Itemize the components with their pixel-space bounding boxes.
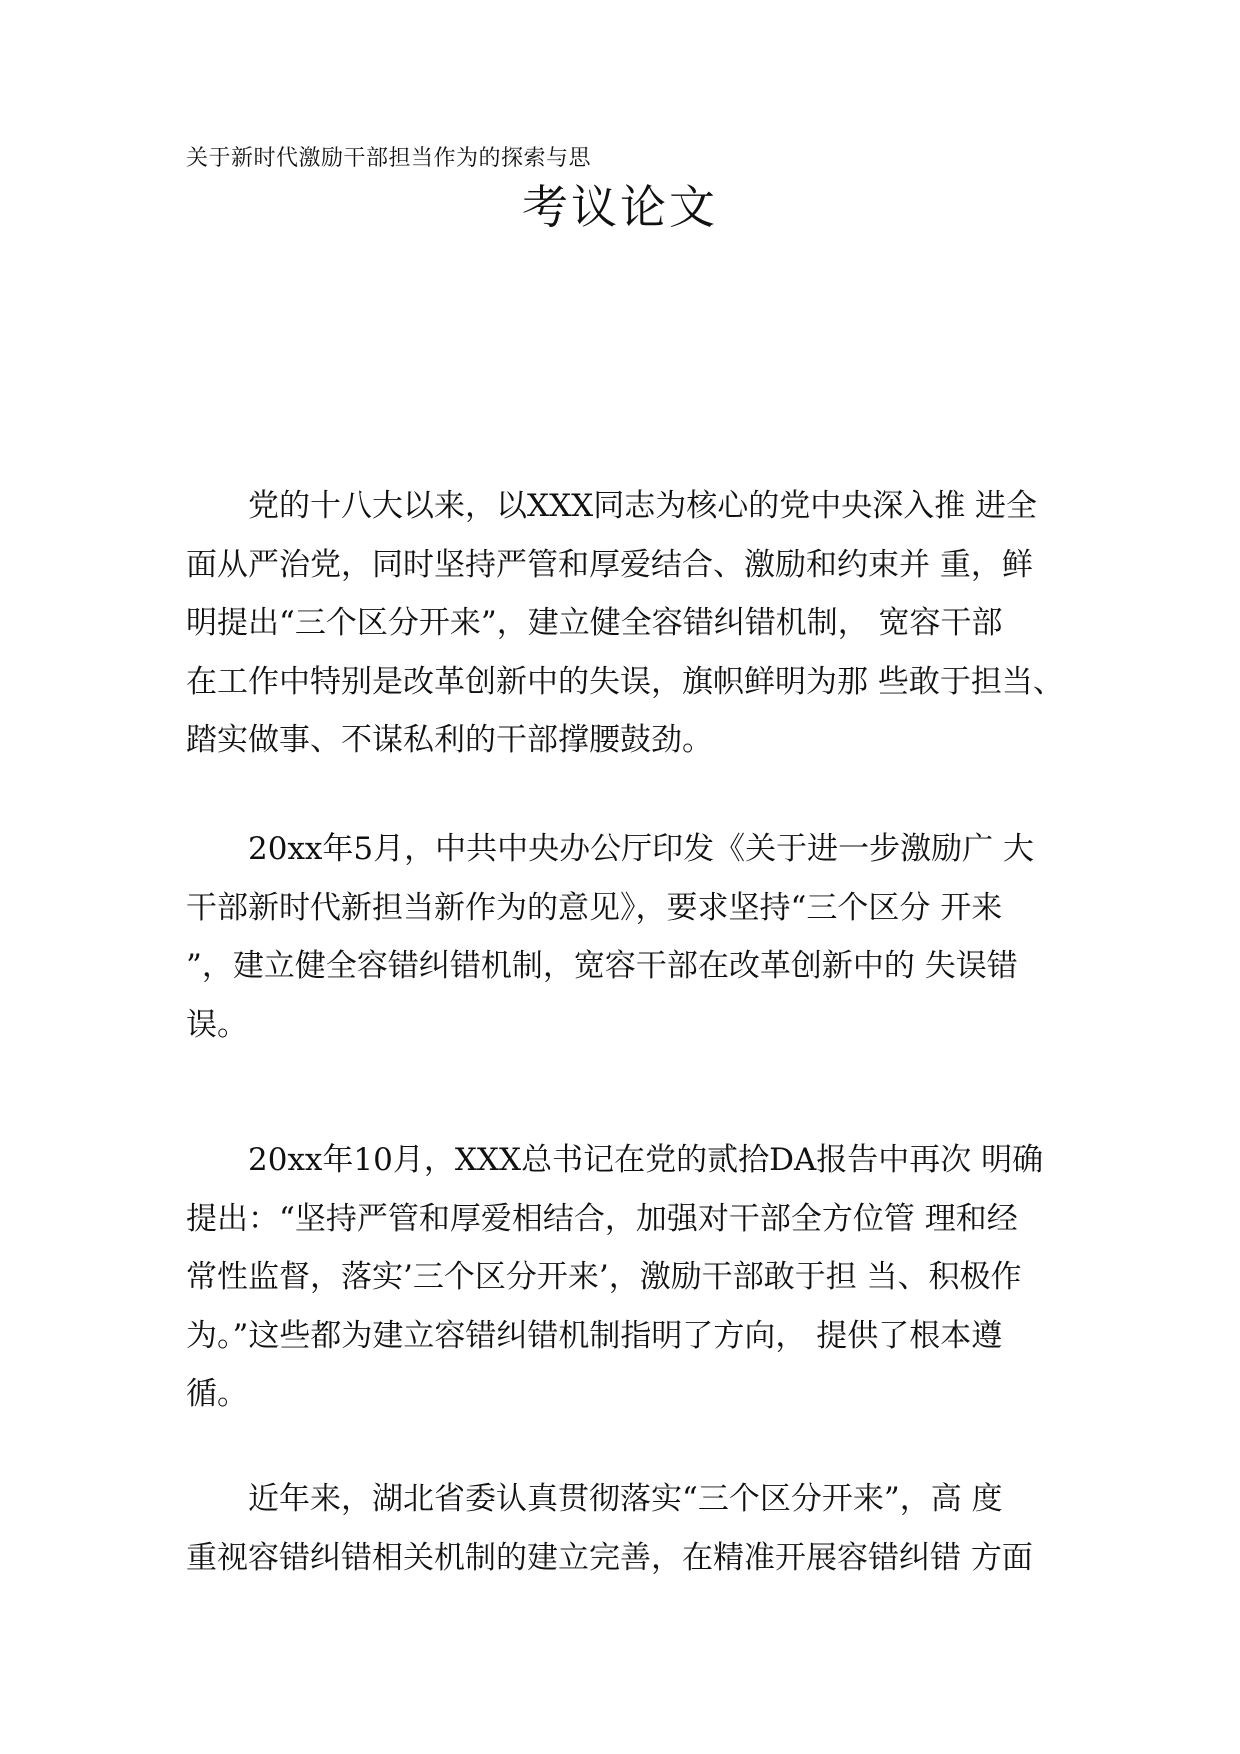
document-title: 考议论文 <box>522 180 718 234</box>
paragraph-line: 明提出“三个区分开来”，建立健全容错纠错机制， 宽容干部 <box>186 605 1003 641</box>
paragraph-line: 踏实做事、不谋私利的干部撑腰鼓劲。 <box>186 722 713 758</box>
paragraph-line: 提出：“坚持严管和厚爱相结合，加强对干部全方位管 理和经 <box>186 1200 1018 1237</box>
paragraph-line: 为。”这些都为建立容错纠错机制指明了方向， 提供了根本遵 <box>186 1317 1003 1354</box>
paragraph-3 <box>186 1131 1086 1424</box>
paragraph-line: ”，建立健全容错纠错机制，宽容干部在改革创新中的 失误错 <box>186 948 1018 984</box>
paragraph-line: 循。 <box>186 1376 248 1412</box>
paragraph-line: 20xx年10月，XXX总书记在党的贰拾DA报告中再次 明确 <box>248 1142 1044 1178</box>
paragraph-line: 20xx年5月，中共中央办公厅印发《关于进一步激励广 大 <box>248 831 1034 867</box>
paragraph-line: 重视容错纠错相关机制的建立完善，在精准开展容错纠错 方面 <box>186 1539 1033 1576</box>
paragraph-line: 常性监督，落实’三个区分开来’，激励干部敢于担 当、积极作 <box>186 1259 1022 1295</box>
paragraph-line: 近年来，湖北省委认真贯彻落实“三个区分开来”，高 度 <box>248 1481 1003 1517</box>
paragraph-line: 干部新时代新担当新作为的意见》，要求坚持“三个区分 开来 <box>186 889 1003 926</box>
document-kicker: 关于新时代激励干部担当作为的探索与思 <box>186 146 592 171</box>
paragraph-line: 面从严治党，同时坚持严管和厚爱结合、激励和约束并 重，鲜 <box>186 546 1033 583</box>
paragraph-1 <box>186 477 1086 770</box>
paragraph-line: 在工作中特别是改革创新中的失误，旗帜鲜明为那 些敢于担当、 <box>186 663 1064 700</box>
paragraph-2 <box>186 820 1086 1054</box>
paragraph-4 <box>186 1470 1086 1587</box>
paragraph-line: 误。 <box>186 1006 248 1043</box>
paragraph-line: 党的十八大以来，以XXX同志为核心的党中央深入推 进全 <box>248 488 1038 524</box>
